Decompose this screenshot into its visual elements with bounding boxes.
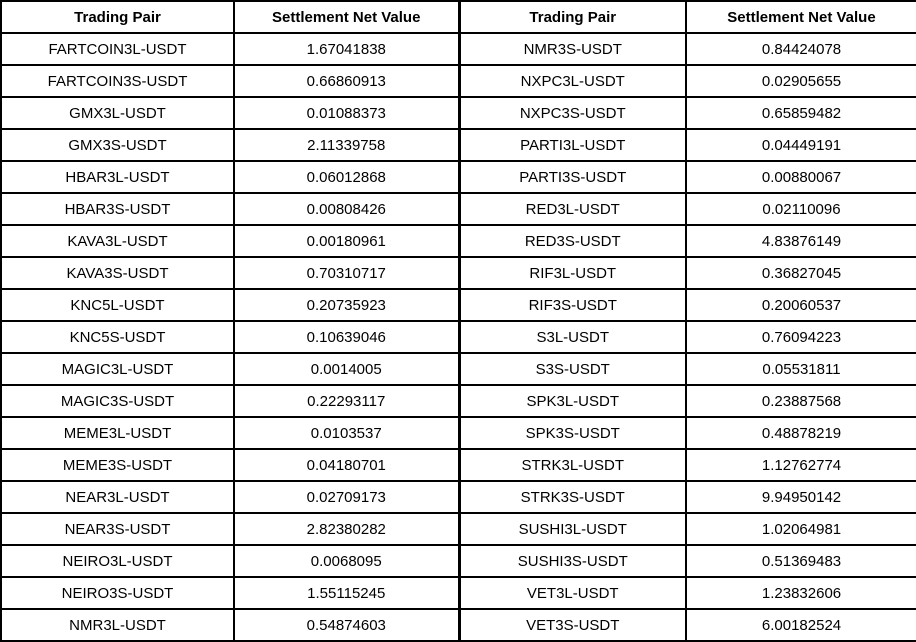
net-value-cell: 0.23887568 <box>686 385 916 417</box>
net-value-cell: 0.20060537 <box>686 289 916 321</box>
table-header <box>1 1 916 33</box>
trading-pair-cell: NEIRO3S-USDT <box>1 577 234 609</box>
trading-pair-cell: STRK3S-USDT <box>459 481 686 513</box>
net-value-cell: 0.02709173 <box>234 481 459 513</box>
trading-pair-cell: KAVA3S-USDT <box>1 257 234 289</box>
table-row <box>1 545 916 577</box>
net-value-cell: 1.12762774 <box>686 449 916 481</box>
net-value-cell: 0.10639046 <box>234 321 459 353</box>
net-value-cell: 0.0103537 <box>234 417 459 449</box>
trading-pair-cell: HBAR3S-USDT <box>1 193 234 225</box>
trading-pair-cell: KAVA3L-USDT <box>1 225 234 257</box>
net-value-cell: 4.83876149 <box>686 225 916 257</box>
table-row <box>1 353 916 385</box>
trading-pair-cell: RED3S-USDT <box>459 225 686 257</box>
trading-pair-cell: FARTCOIN3L-USDT <box>1 33 234 65</box>
table-row <box>1 257 916 289</box>
table-row <box>1 225 916 257</box>
net-value-cell: 0.04449191 <box>686 129 916 161</box>
net-value-cell: 0.05531811 <box>686 353 916 385</box>
trading-pair-cell: MEME3S-USDT <box>1 449 234 481</box>
net-value-cell: 0.00808426 <box>234 193 459 225</box>
trading-pair-cell: MAGIC3L-USDT <box>1 353 234 385</box>
table-row <box>1 385 916 417</box>
trading-pair-cell: S3L-USDT <box>459 321 686 353</box>
trading-pair-cell: NEIRO3L-USDT <box>1 545 234 577</box>
column-header-trading-pair-left: Trading Pair <box>1 1 234 33</box>
net-value-cell: 0.65859482 <box>686 97 916 129</box>
net-value-cell: 0.48878219 <box>686 417 916 449</box>
trading-pair-cell: GMX3L-USDT <box>1 97 234 129</box>
column-header-settlement-net-value-left: Settlement Net Value <box>234 1 459 33</box>
trading-pair-cell: RIF3L-USDT <box>459 257 686 289</box>
net-value-cell: 1.55115245 <box>234 577 459 609</box>
trading-pair-cell: FARTCOIN3S-USDT <box>1 65 234 97</box>
trading-pair-cell: SPK3S-USDT <box>459 417 686 449</box>
net-value-cell: 9.94950142 <box>686 481 916 513</box>
table-body <box>1 33 916 641</box>
table-row <box>1 577 916 609</box>
trading-pair-cell: S3S-USDT <box>459 353 686 385</box>
trading-pair-cell: KNC5S-USDT <box>1 321 234 353</box>
trading-pair-cell: NMR3L-USDT <box>1 609 234 641</box>
net-value-cell: 0.54874603 <box>234 609 459 641</box>
trading-pair-cell: SPK3L-USDT <box>459 385 686 417</box>
table-row <box>1 65 916 97</box>
trading-pair-cell: RED3L-USDT <box>459 193 686 225</box>
net-value-cell: 0.00880067 <box>686 161 916 193</box>
net-value-cell: 0.02110096 <box>686 193 916 225</box>
net-value-cell: 2.82380282 <box>234 513 459 545</box>
table-row <box>1 449 916 481</box>
table-row <box>1 33 916 65</box>
net-value-cell: 0.51369483 <box>686 545 916 577</box>
table-row <box>1 97 916 129</box>
net-value-cell: 1.67041838 <box>234 33 459 65</box>
net-value-cell: 0.02905655 <box>686 65 916 97</box>
net-value-cell: 0.84424078 <box>686 33 916 65</box>
trading-pair-cell: STRK3L-USDT <box>459 449 686 481</box>
net-value-cell: 0.20735923 <box>234 289 459 321</box>
trading-pair-cell: MAGIC3S-USDT <box>1 385 234 417</box>
trading-pair-cell: VET3L-USDT <box>459 577 686 609</box>
table-row <box>1 609 916 641</box>
net-value-cell: 6.00182524 <box>686 609 916 641</box>
net-value-cell: 0.04180701 <box>234 449 459 481</box>
trading-pair-cell: KNC5L-USDT <box>1 289 234 321</box>
table-row <box>1 321 916 353</box>
trading-pair-cell: PARTI3S-USDT <box>459 161 686 193</box>
trading-pair-cell: NXPC3S-USDT <box>459 97 686 129</box>
table-row <box>1 513 916 545</box>
trading-pair-cell: NMR3S-USDT <box>459 33 686 65</box>
trading-pair-cell: GMX3S-USDT <box>1 129 234 161</box>
trading-pair-cell: NXPC3L-USDT <box>459 65 686 97</box>
table-row <box>1 289 916 321</box>
table-row <box>1 129 916 161</box>
table-row <box>1 481 916 513</box>
net-value-cell: 0.22293117 <box>234 385 459 417</box>
trading-pair-cell: PARTI3L-USDT <box>459 129 686 161</box>
net-value-cell: 0.76094223 <box>686 321 916 353</box>
trading-pair-cell: NEAR3S-USDT <box>1 513 234 545</box>
net-value-cell: 2.11339758 <box>234 129 459 161</box>
trading-pair-cell: SUSHI3L-USDT <box>459 513 686 545</box>
net-value-cell: 0.70310717 <box>234 257 459 289</box>
table-row <box>1 417 916 449</box>
trading-pair-cell: RIF3S-USDT <box>459 289 686 321</box>
table-row <box>1 193 916 225</box>
trading-pair-cell: NEAR3L-USDT <box>1 481 234 513</box>
trading-pair-cell: HBAR3L-USDT <box>1 161 234 193</box>
column-header-settlement-net-value-right: Settlement Net Value <box>686 1 916 33</box>
net-value-cell: 1.23832606 <box>686 577 916 609</box>
trading-pair-cell: MEME3L-USDT <box>1 417 234 449</box>
trading-pair-cell: SUSHI3S-USDT <box>459 545 686 577</box>
net-value-cell: 0.01088373 <box>234 97 459 129</box>
net-value-cell: 0.36827045 <box>686 257 916 289</box>
net-value-cell: 1.02064981 <box>686 513 916 545</box>
trading-pair-cell: VET3S-USDT <box>459 609 686 641</box>
net-value-cell: 0.00180961 <box>234 225 459 257</box>
net-value-cell: 0.0068095 <box>234 545 459 577</box>
column-header-trading-pair-right: Trading Pair <box>459 1 686 33</box>
net-value-cell: 0.0014005 <box>234 353 459 385</box>
header-row <box>1 1 916 33</box>
net-value-cell: 0.66860913 <box>234 65 459 97</box>
table-row <box>1 161 916 193</box>
net-value-cell: 0.06012868 <box>234 161 459 193</box>
